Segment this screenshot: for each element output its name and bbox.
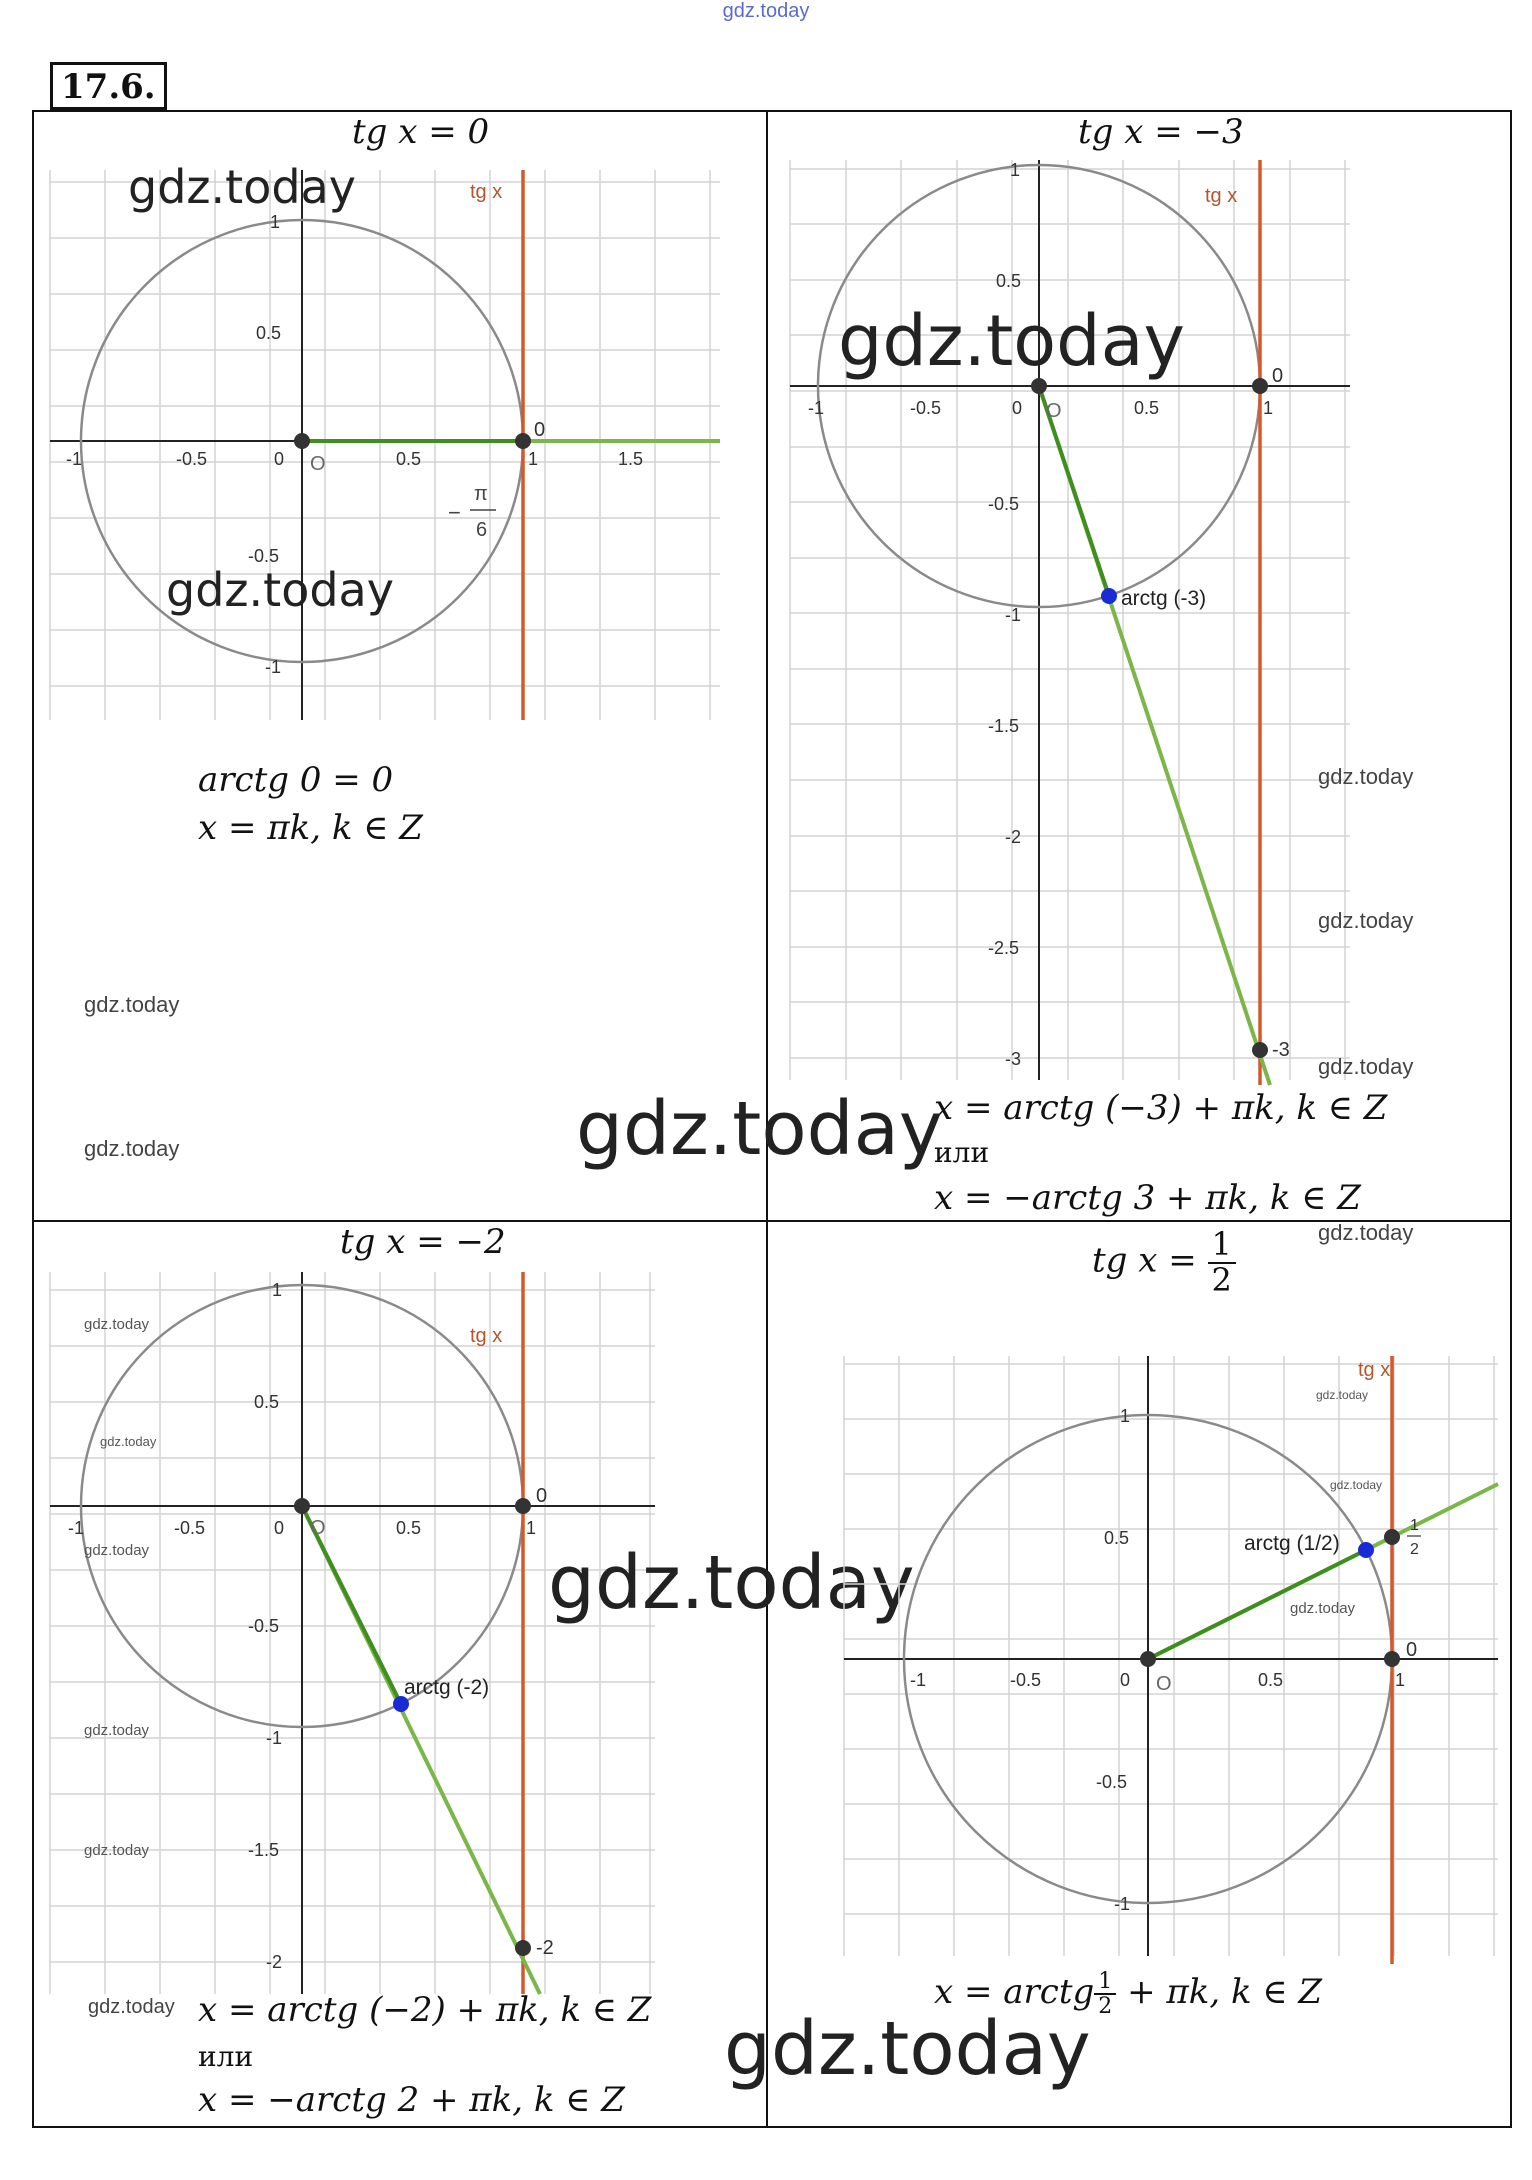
tan-zero-point xyxy=(1252,378,1268,394)
x-tick: 0 xyxy=(1120,1670,1131,1690)
y-tick: 1 xyxy=(270,212,281,232)
watermark: gdz.today xyxy=(84,1722,150,1739)
watermark: gdz.today xyxy=(100,1434,157,1449)
panel-3-answer-or: или xyxy=(198,2040,254,2073)
panel-1-answer-line: x = πk, k ∈ Z xyxy=(198,808,423,848)
y-tick: -0.5 xyxy=(988,494,1020,514)
x-tick: -1 xyxy=(808,398,825,418)
x-tick: 1 xyxy=(1263,398,1274,418)
origin-point xyxy=(294,1498,310,1514)
axis-label: tg x xyxy=(1358,1359,1391,1381)
watermark: gdz.today xyxy=(88,1996,175,2018)
panel-3-graph xyxy=(40,1262,664,2004)
watermark: gdz.today xyxy=(1316,1388,1369,1402)
panel-4-graph xyxy=(834,1346,1504,1966)
x-tick: 0 xyxy=(274,1518,285,1538)
x-tick: -0.5 xyxy=(1010,1670,1042,1690)
x-tick: 1 xyxy=(528,449,539,469)
watermark: gdz.today xyxy=(84,1136,180,1161)
grid xyxy=(50,1272,655,1994)
x-tick: 1 xyxy=(526,1518,537,1538)
x-tick: -0.5 xyxy=(910,398,942,418)
y-tick: -2 xyxy=(1005,827,1022,847)
watermark: gdz.today xyxy=(838,300,1185,382)
x-tick: -0.5 xyxy=(176,449,208,469)
watermark: gdz.today xyxy=(128,160,356,214)
watermark: gdz.today xyxy=(724,2006,1091,2092)
watermark: gdz.today xyxy=(84,1542,150,1559)
x-tick: 0 xyxy=(274,449,285,469)
tan-point xyxy=(515,1940,531,1956)
origin-point xyxy=(1140,1651,1156,1667)
tan-value-label: 0 xyxy=(1406,1639,1418,1661)
origin-label: O xyxy=(310,453,326,475)
tan-point-label: -2 xyxy=(536,1937,554,1959)
x-tick: -1 xyxy=(910,1670,927,1690)
x-tick: -1 xyxy=(68,1518,85,1538)
y-tick: -1 xyxy=(1114,1894,1131,1914)
y-tick: -1 xyxy=(1005,605,1022,625)
y-tick: -1 xyxy=(265,657,282,677)
panel-2-answer-or: или xyxy=(934,1136,990,1169)
y-tick: 0.5 xyxy=(996,271,1022,291)
minus-label: − xyxy=(448,500,461,525)
panel-4-answer-fraction: $\frac{1}{2}$ xyxy=(1094,1970,1116,2018)
grid xyxy=(844,1356,1498,1956)
panel-2-title: tg x = −3 xyxy=(1078,112,1244,152)
y-tick: -1.5 xyxy=(988,716,1020,736)
axis-label: tg x xyxy=(470,1325,503,1347)
pi-label: π xyxy=(474,483,488,505)
tan-value-label: 0 xyxy=(536,1485,548,1507)
watermark: gdz.today xyxy=(576,1086,943,1172)
x-tick: 0 xyxy=(1012,398,1023,418)
axis-label: tg x xyxy=(470,181,503,203)
y-tick: 0.5 xyxy=(254,1392,280,1412)
watermark: gdz.today xyxy=(1318,908,1414,933)
panel-4-title-prefix: tg x = xyxy=(1092,1240,1197,1281)
panel-1-title: tg x = 0 xyxy=(352,112,490,152)
y-tick: -0.5 xyxy=(248,546,280,566)
x-tick: 0.5 xyxy=(1258,1670,1284,1690)
y-tick: -0.5 xyxy=(1096,1772,1128,1792)
axis-label: tg x xyxy=(1205,185,1238,207)
arctg-point xyxy=(1358,1542,1374,1558)
watermark: gdz.today xyxy=(84,1842,150,1859)
tan-value-label: 0 xyxy=(1272,365,1284,387)
watermark: gdz.today xyxy=(1330,1478,1383,1492)
origin-point xyxy=(294,433,310,449)
origin-label: O xyxy=(310,1517,326,1539)
arctg-point xyxy=(1101,588,1117,604)
watermark: gdz.today xyxy=(548,1540,915,1626)
origin-label: O xyxy=(1156,1673,1172,1695)
y-tick: -1 xyxy=(266,1728,283,1748)
panel-4-answer-suffix: + πk, k ∈ Z xyxy=(1127,1972,1322,2013)
x-tick: 1.5 xyxy=(618,449,644,469)
y-tick: 0.5 xyxy=(256,323,282,343)
y-tick: -2 xyxy=(266,1952,283,1972)
panel-2-graph xyxy=(780,150,1354,1090)
tan-zero-point xyxy=(1384,1651,1400,1667)
y-tick: -1.5 xyxy=(248,1840,280,1860)
tan-point-den: 2 xyxy=(1410,1541,1419,1558)
panel-4-title xyxy=(1092,1225,1236,1299)
panel-4-title-fraction: $\frac{1}{2}$ xyxy=(1208,1228,1236,1297)
tan-point xyxy=(1384,1529,1400,1545)
x-tick: 0.5 xyxy=(1134,398,1160,418)
tan-point-label: -3 xyxy=(1272,1039,1290,1061)
y-tick: 1 xyxy=(272,1280,283,1300)
panel-3-answer-line: x = arctg (−2) + πk, k ∈ Z xyxy=(198,1990,652,2030)
x-tick: 0.5 xyxy=(396,449,422,469)
panel-4-answer-prefix: x = arctg xyxy=(934,1972,1095,2013)
y-tick: 0.5 xyxy=(1104,1528,1130,1548)
watermark: gdz.today xyxy=(1318,1220,1414,1245)
six-label: 6 xyxy=(476,519,488,541)
panel-2-answer-line: x = −arctg 3 + πk, k ∈ Z xyxy=(934,1178,1361,1218)
watermark: gdz.today xyxy=(84,992,180,1017)
panel-2-answer-line: x = arctg (−3) + πk, k ∈ Z xyxy=(934,1088,1388,1128)
header-watermark: gdz.today xyxy=(722,0,810,22)
tan-point xyxy=(515,433,531,449)
y-tick: -2.5 xyxy=(988,938,1020,958)
panel-1-graph xyxy=(40,160,730,730)
task-number: 17.6. xyxy=(50,62,167,110)
tan-zero-point xyxy=(515,1498,531,1514)
watermark: gdz.today xyxy=(84,1316,150,1333)
panel-1-answer-line: arctg 0 = 0 xyxy=(198,760,394,800)
watermark: gdz.today xyxy=(166,563,394,617)
panel-3-title: tg x = −2 xyxy=(340,1222,506,1262)
tan-point xyxy=(1252,1042,1268,1058)
arctg-point-label: arctg (-3) xyxy=(1121,587,1207,610)
tan-value-label: 0 xyxy=(534,419,546,441)
grid xyxy=(50,170,720,720)
watermark: gdz.today xyxy=(1290,1600,1356,1617)
y-tick: -3 xyxy=(1005,1049,1022,1069)
y-tick: -0.5 xyxy=(248,1616,280,1636)
arctg-point-label: arctg (-2) xyxy=(404,1676,490,1699)
x-tick: -0.5 xyxy=(174,1518,206,1538)
panel-3-answer-line: x = −arctg 2 + πk, k ∈ Z xyxy=(198,2080,625,2120)
watermark: gdz.today xyxy=(1318,1054,1414,1079)
grid xyxy=(790,160,1350,1080)
y-tick: 1 xyxy=(1010,160,1021,180)
watermark: gdz.today xyxy=(1318,764,1414,789)
x-tick: 0.5 xyxy=(396,1518,422,1538)
tan-point-num: 1 xyxy=(1410,1517,1419,1534)
x-tick: -1 xyxy=(66,449,83,469)
x-tick: 1 xyxy=(1395,1670,1406,1690)
arctg-point-label: arctg (1/2) xyxy=(1244,1532,1340,1555)
y-tick: 1 xyxy=(1120,1406,1131,1426)
origin-label: O xyxy=(1046,400,1062,422)
